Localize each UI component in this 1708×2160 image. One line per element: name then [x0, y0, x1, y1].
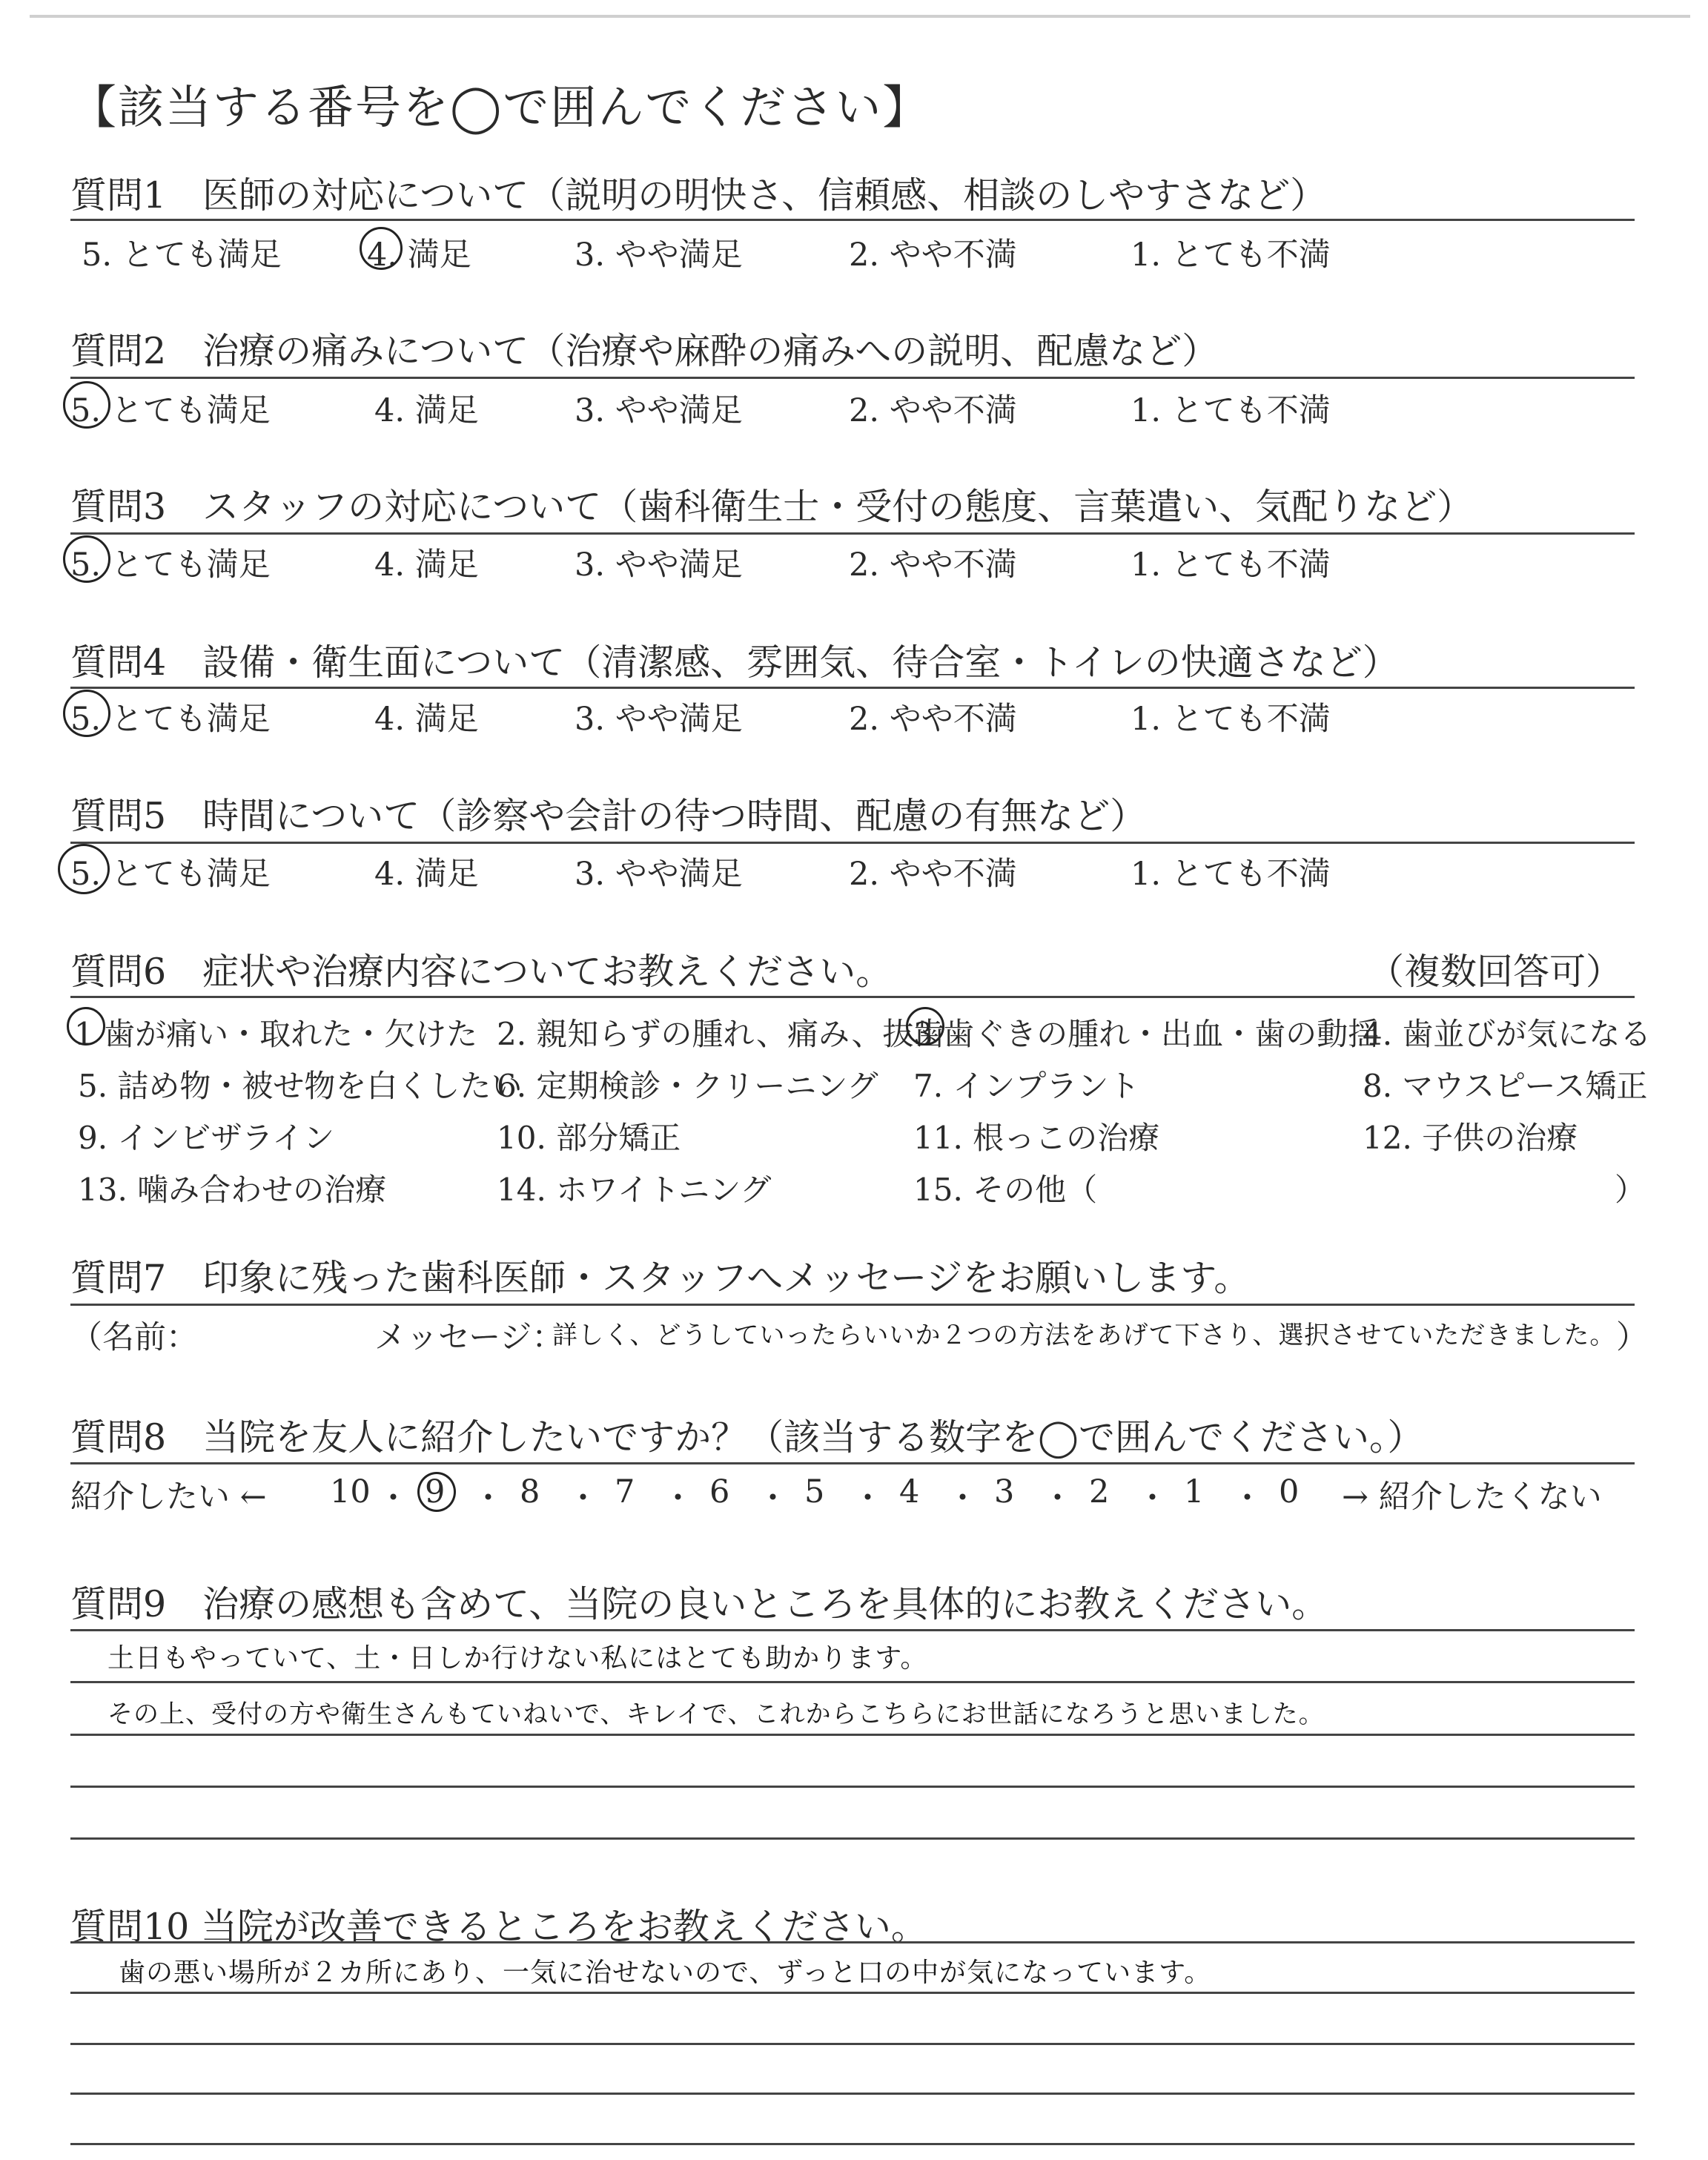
question-6-label: 質問6 症状や治療内容についてお教えください。 [70, 951, 893, 993]
q1-option-5[interactable]: 5. とても満足 [82, 237, 282, 274]
q7-name-label: （名前： [70, 1319, 198, 1356]
q3-option-2[interactable]: 2. やや不満 [849, 546, 1017, 584]
q6-item-2[interactable]: 2. 親知らずの腫れ、痛み、抜歯 [497, 1016, 945, 1052]
q8-scale-4[interactable]: 4 [899, 1473, 920, 1510]
question-3-rule [70, 532, 1635, 535]
q8-scale-10[interactable]: 10 [330, 1473, 371, 1510]
q8-scale-0[interactable]: 0 [1279, 1473, 1300, 1510]
q8-selection-circle [417, 1472, 456, 1512]
q7-message-label: メッセージ： [374, 1319, 564, 1356]
q8-scale-8[interactable]: 8 [520, 1473, 540, 1510]
q4-option-2[interactable]: 2. やや不満 [849, 701, 1017, 738]
q6-item-5[interactable]: 5. 詰め物・被せ物を白くしたい [78, 1068, 523, 1104]
q6-item-6[interactable]: 6. 定期検診・クリーニング [497, 1068, 878, 1104]
q5-option-1[interactable]: 1. とても不満 [1131, 856, 1331, 893]
q8-scale-1[interactable]: 1 [1184, 1473, 1205, 1510]
q1-option-2[interactable]: 2. やや不満 [849, 237, 1017, 274]
q7-message-text: 詳しく、どうしていったらいいか２つの方法をあげて下さり、選択させていただきました。 [552, 1321, 1616, 1350]
q6-item-1[interactable]: 1 歯が痛い・取れた・欠けた [74, 1016, 478, 1052]
q5-option-4[interactable]: 4. 満足 [374, 856, 479, 893]
question-4-label: 質問4 設備・衛生面について（清潔感、雰囲気、待合室・トイレの快適さなど） [70, 641, 1399, 684]
q8-scale-separator: ・ [852, 1480, 884, 1517]
q7-close-paren: ） [1616, 1319, 1648, 1356]
q8-scale-separator: ・ [1136, 1480, 1168, 1517]
q1-selection-circle [360, 227, 403, 270]
q4-selection-circle [63, 690, 110, 737]
q6-item-15[interactable]: 15. その他（ [913, 1172, 1098, 1208]
q2-option-4[interactable]: 4. 満足 [374, 392, 479, 429]
q8-left-label: 紹介したい ← [70, 1479, 267, 1516]
q3-selection-circle [63, 535, 110, 583]
q6-item-13[interactable]: 13. 噛み合わせの治療 [78, 1172, 387, 1208]
q4-option-5[interactable]: 5. とても満足 [70, 701, 271, 738]
q6-item-14[interactable]: 14. ホワイトニング [497, 1172, 772, 1208]
q4-option-3[interactable]: 3. やや満足 [575, 701, 743, 738]
q3-option-3[interactable]: 3. やや満足 [575, 546, 743, 584]
question-5-label: 質問5 時間について（診察や会計の待つ時間、配慮の有無など） [70, 795, 1147, 837]
scan-edge [30, 15, 1690, 18]
question-7-rule [70, 1304, 1635, 1306]
q8-scale-6[interactable]: 6 [709, 1473, 730, 1510]
question-2-label: 質問2 治療の痛みについて（治療や麻酔の痛みへの説明、配慮など） [70, 330, 1219, 372]
question-10-label: 質問10 当院が改善できるところをお教えください。 [70, 1906, 927, 1948]
q8-scale-9[interactable]: 9 [425, 1473, 446, 1510]
q8-scale-separator: ・ [1042, 1480, 1073, 1517]
q8-scale-separator: ・ [567, 1480, 599, 1517]
question-10-rule [70, 1941, 1635, 1943]
question-6-rule [70, 996, 1635, 998]
q10-answer-rule-3 [70, 2093, 1635, 2095]
question-6-note: （複数回答可） [1368, 951, 1623, 993]
q6-item-3[interactable]: 3 歯ぐきの腫れ・出血・歯の動揺 [913, 1016, 1380, 1052]
q1-option-1[interactable]: 1. とても不満 [1131, 237, 1331, 274]
q9-answer-rule-2 [70, 1734, 1635, 1736]
question-9-rule [70, 1629, 1635, 1631]
q6-item-10[interactable]: 10. 部分矯正 [497, 1120, 681, 1156]
q1-option-4[interactable]: 4. 満足 [367, 237, 471, 274]
q8-right-label: → 紹介したくない [1342, 1479, 1602, 1516]
q5-option-2[interactable]: 2. やや不満 [849, 856, 1017, 893]
q10-answer-line-1: 歯の悪い場所が２カ所にあり、一気に治せないので、ずっと口の中が気になっています。 [119, 1958, 1212, 1988]
question-7-label: 質問7 印象に残った歯科医師・スタッフへメッセージをお願いします。 [70, 1257, 1251, 1299]
q8-scale-separator: ・ [662, 1480, 694, 1517]
q6-item-8[interactable]: 8. マウスピース矯正 [1363, 1068, 1648, 1104]
q5-selection-circle [58, 844, 110, 894]
q4-option-4[interactable]: 4. 満足 [374, 701, 479, 738]
q10-answer-rule-4 [70, 2143, 1635, 2145]
question-4-rule [70, 687, 1635, 689]
q10-answer-rule-2 [70, 2043, 1635, 2045]
q8-scale-separator: ・ [377, 1480, 409, 1517]
q6-selection-circle-3 [906, 1007, 944, 1046]
q3-option-4[interactable]: 4. 満足 [374, 546, 479, 584]
q2-option-2[interactable]: 2. やや不満 [849, 392, 1017, 429]
q6-item-11[interactable]: 11. 根っこの治療 [913, 1120, 1160, 1156]
question-3-label: 質問3 スタッフの対応について（歯科衛生士・受付の態度、言葉遣い、気配りなど） [70, 486, 1474, 528]
q6-item-12[interactable]: 12. 子供の治療 [1363, 1120, 1578, 1156]
question-5-rule [70, 842, 1635, 844]
question-8-rule [70, 1462, 1635, 1464]
q9-answer-rule-3 [70, 1786, 1635, 1788]
q6-item-15-close: ） [1615, 1172, 1646, 1208]
q8-scale-separator: ・ [947, 1480, 979, 1517]
q8-scale-3[interactable]: 3 [994, 1473, 1015, 1510]
q8-scale-separator: ・ [1231, 1480, 1263, 1517]
q4-option-1[interactable]: 1. とても不満 [1131, 701, 1331, 738]
q9-answer-line-1: 土日もやっていて、土・日しか行けない私にはとても助かります。 [107, 1643, 928, 1674]
q5-option-3[interactable]: 3. やや満足 [575, 856, 743, 893]
q9-answer-rule-4 [70, 1837, 1635, 1840]
q6-item-7[interactable]: 7. インプラント [913, 1068, 1140, 1104]
q6-selection-circle-1 [67, 1007, 105, 1046]
q6-item-4[interactable]: 4. 歯並びが気になる [1363, 1016, 1652, 1052]
q8-scale-5[interactable]: 5 [804, 1473, 825, 1510]
question-1-label: 質問1 医師の対応について（説明の明快さ、信頼感、相談のしやすさなど） [70, 174, 1327, 217]
q10-answer-rule-1 [70, 1992, 1635, 1994]
q2-option-3[interactable]: 3. やや満足 [575, 392, 743, 429]
q8-scale-7[interactable]: 7 [615, 1473, 635, 1510]
q2-option-1[interactable]: 1. とても不満 [1131, 392, 1331, 429]
q5-option-5[interactable]: 5. とても満足 [70, 856, 271, 893]
question-8-label: 質問8 当院を友人に紹介したいですか？（該当する数字を◯で囲んでください。） [70, 1416, 1424, 1459]
q9-answer-rule-1 [70, 1681, 1635, 1683]
q3-option-1[interactable]: 1. とても不満 [1131, 546, 1331, 584]
q2-option-5[interactable]: 5. とても満足 [70, 392, 271, 429]
q8-scale-separator: ・ [757, 1480, 789, 1517]
question-1-rule [70, 219, 1635, 221]
page-title: 【該当する番号を◯で囲んでください】 [70, 80, 930, 134]
q6-item-9[interactable]: 9. インビザライン [78, 1120, 335, 1156]
question-9-label: 質問9 治療の感想も含めて、当院の良いところを具体的にお教えください。 [70, 1583, 1328, 1625]
q8-scale-separator: ・ [472, 1480, 504, 1517]
q1-option-3[interactable]: 3. やや満足 [575, 237, 743, 274]
q8-scale-2[interactable]: 2 [1089, 1473, 1110, 1510]
question-2-rule [70, 377, 1635, 379]
q9-answer-line-2: その上、受付の方や衛生さんもていねいで、キレイで、これからこちらにお世話になろうと思いました。 [107, 1700, 1325, 1729]
q3-option-5[interactable]: 5. とても満足 [70, 546, 271, 584]
q2-selection-circle [63, 381, 110, 429]
